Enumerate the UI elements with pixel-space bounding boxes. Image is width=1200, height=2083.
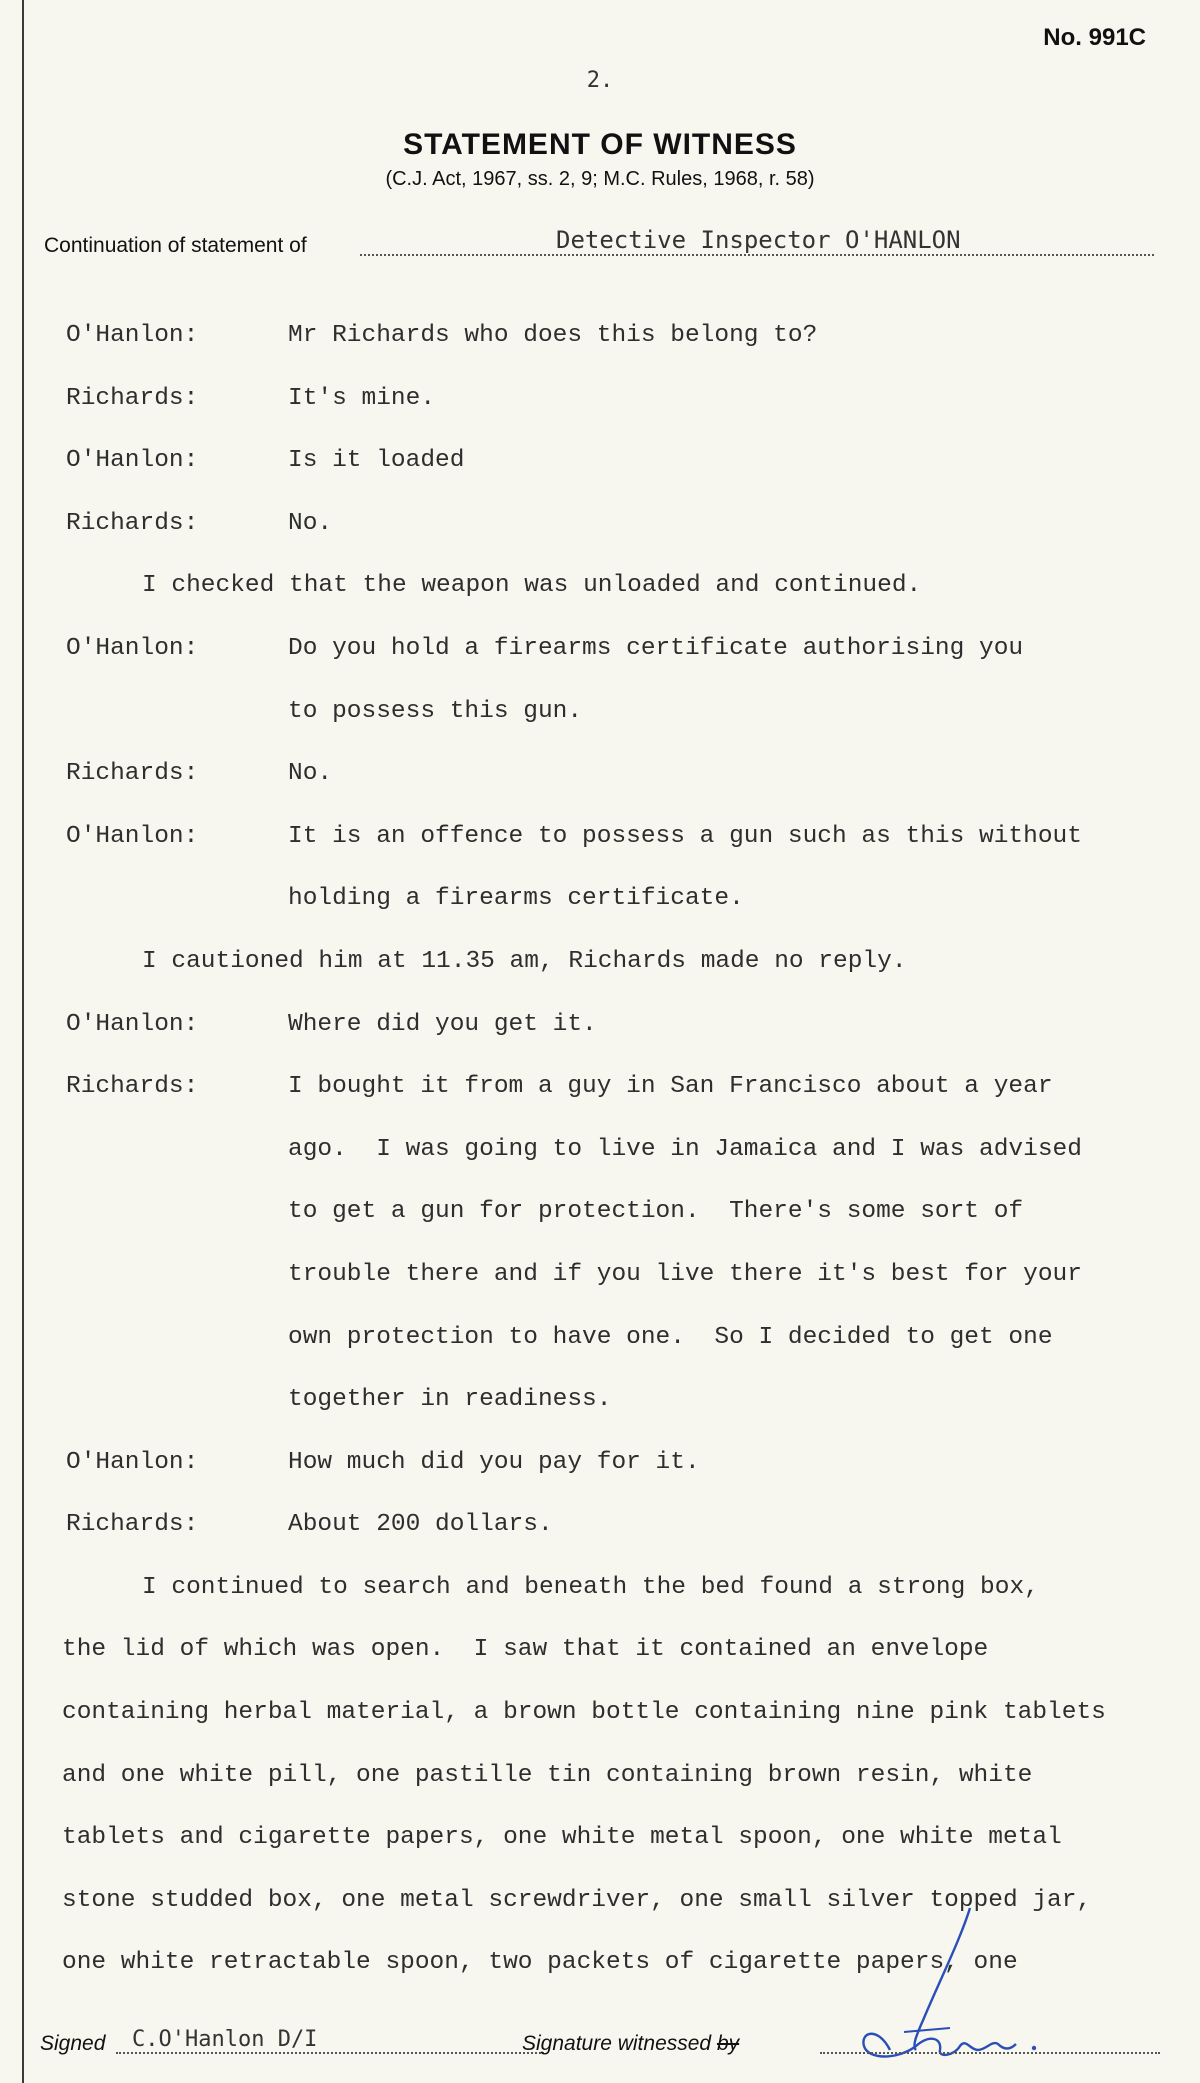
speaker-label: O'Hanlon:	[66, 447, 199, 475]
continuation-field	[44, 226, 1154, 260]
statement-line	[60, 760, 1190, 823]
statement-line	[60, 885, 1190, 948]
continuation-label: Continuation of statement of	[44, 234, 307, 257]
statement-line	[60, 1699, 1190, 1762]
document-title: STATEMENT OF WITNESS	[403, 128, 797, 161]
paragraph-text: stone studded box, one metal screwdriver, one small silver topped jar,	[62, 1886, 1092, 1914]
narrative-text: I cautioned him at 11.35 am, Richards made no reply.	[142, 947, 907, 975]
statement-line	[60, 1574, 1190, 1637]
speaker-label: Richards:	[66, 1073, 199, 1101]
paragraph-text: one white retractable spoon, two packets of cigarette papers, one	[62, 1949, 1018, 1977]
continuation-value: Detective Inspector O'HANLON	[556, 226, 961, 254]
statement-line	[60, 823, 1190, 886]
left-margin-rule	[22, 0, 24, 2083]
paragraph-text: and one white pill, one pastille tin containing brown resin, white	[62, 1761, 1033, 1789]
dialogue-text: to possess this gun.	[288, 697, 583, 725]
dialogue-text: Do you hold a firearms certificate authorising you	[288, 634, 1024, 662]
statement-line	[60, 635, 1190, 698]
dialogue-text: ago. I was going to live in Jamaica and I was advised	[288, 1135, 1082, 1163]
statement-line	[60, 1762, 1190, 1825]
witness-struck-word: by	[716, 2032, 740, 2055]
dialogue-text: to get a gun for protection. There's some sort of	[288, 1198, 1024, 1226]
statement-line	[60, 948, 1190, 1011]
speaker-label: O'Hanlon:	[66, 822, 199, 850]
paragraph-text: containing herbal material, a brown bottle containing nine pink tablets	[62, 1699, 1106, 1727]
dialogue-text: Mr Richards who does this belong to?	[288, 322, 818, 349]
dialogue-text: How much did you pay for it.	[288, 1448, 700, 1476]
statement-line	[60, 698, 1190, 761]
signed-label: Signed	[40, 2032, 106, 2055]
witness-label-text: Signature witnessed	[522, 2032, 712, 2055]
dialogue-text: Is it loaded	[288, 447, 465, 475]
dialogue-text: Where did you get it.	[288, 1010, 597, 1038]
speaker-label: O'Hanlon:	[66, 1010, 199, 1038]
statement-body	[60, 322, 1190, 2012]
witness-dotted-line	[820, 2052, 1160, 2054]
speaker-label: O'Hanlon:	[66, 322, 199, 349]
dialogue-text: It is an offence to possess a gun such as this without	[288, 822, 1082, 850]
dialogue-text: holding a firearms certificate.	[288, 885, 744, 913]
paragraph-text: the lid of which was open. I saw that it contained an envelope	[62, 1636, 989, 1664]
statement-line	[60, 1324, 1190, 1387]
statement-line	[60, 385, 1190, 448]
speaker-label: Richards:	[66, 384, 199, 412]
statement-line	[60, 322, 1190, 385]
paragraph-text: tablets and cigarette papers, one white metal spoon, one white metal	[62, 1824, 1062, 1852]
dialogue-text: No.	[288, 509, 333, 537]
statement-line	[60, 510, 1190, 573]
statement-line	[60, 1011, 1190, 1074]
dialogue-text: It's mine.	[288, 384, 436, 412]
statement-line	[60, 1511, 1190, 1574]
statement-line	[60, 1073, 1190, 1136]
statement-line	[60, 1824, 1190, 1887]
speaker-label: O'Hanlon:	[66, 634, 199, 662]
speaker-label: Richards:	[66, 760, 199, 788]
signed-value: C.O'Hanlon D/I	[132, 2027, 318, 2052]
statement-line	[60, 572, 1190, 635]
statement-line	[60, 1449, 1190, 1512]
signature-footer	[40, 2020, 1160, 2060]
dialogue-text: trouble there and if you live there it's best for your	[288, 1260, 1082, 1288]
statement-line	[60, 447, 1190, 510]
form-number: No. 991C	[1043, 24, 1146, 51]
statement-line	[60, 1261, 1190, 1324]
dialogue-text: About 200 dollars.	[288, 1511, 553, 1539]
speaker-label: O'Hanlon:	[66, 1448, 199, 1476]
statement-line	[60, 1636, 1190, 1699]
speaker-label: Richards:	[66, 1511, 199, 1539]
statement-line	[60, 1386, 1190, 1449]
witness-label	[522, 2032, 739, 2056]
dialogue-text: No.	[288, 760, 333, 788]
dialogue-text: own protection to have one. So I decided to get one	[288, 1323, 1053, 1351]
page-number: 2.	[586, 68, 614, 93]
narrative-text: I checked that the weapon was unloaded and continued.	[142, 572, 922, 600]
continuation-dotted-line	[360, 254, 1154, 256]
dialogue-text: together in readiness.	[288, 1386, 612, 1414]
dialogue-text: I bought it from a guy in San Francisco about a year	[288, 1073, 1053, 1101]
speaker-label: Richards:	[66, 509, 199, 537]
narrative-text: I continued to search and beneath the bed found a strong box,	[142, 1573, 1039, 1601]
statement-line	[60, 1136, 1190, 1199]
document-subtitle: (C.J. Act, 1967, ss. 2, 9; M.C. Rules, 1968, r. 58)	[385, 168, 815, 190]
signed-dotted-line	[116, 2052, 544, 2054]
statement-line	[60, 1198, 1190, 1261]
